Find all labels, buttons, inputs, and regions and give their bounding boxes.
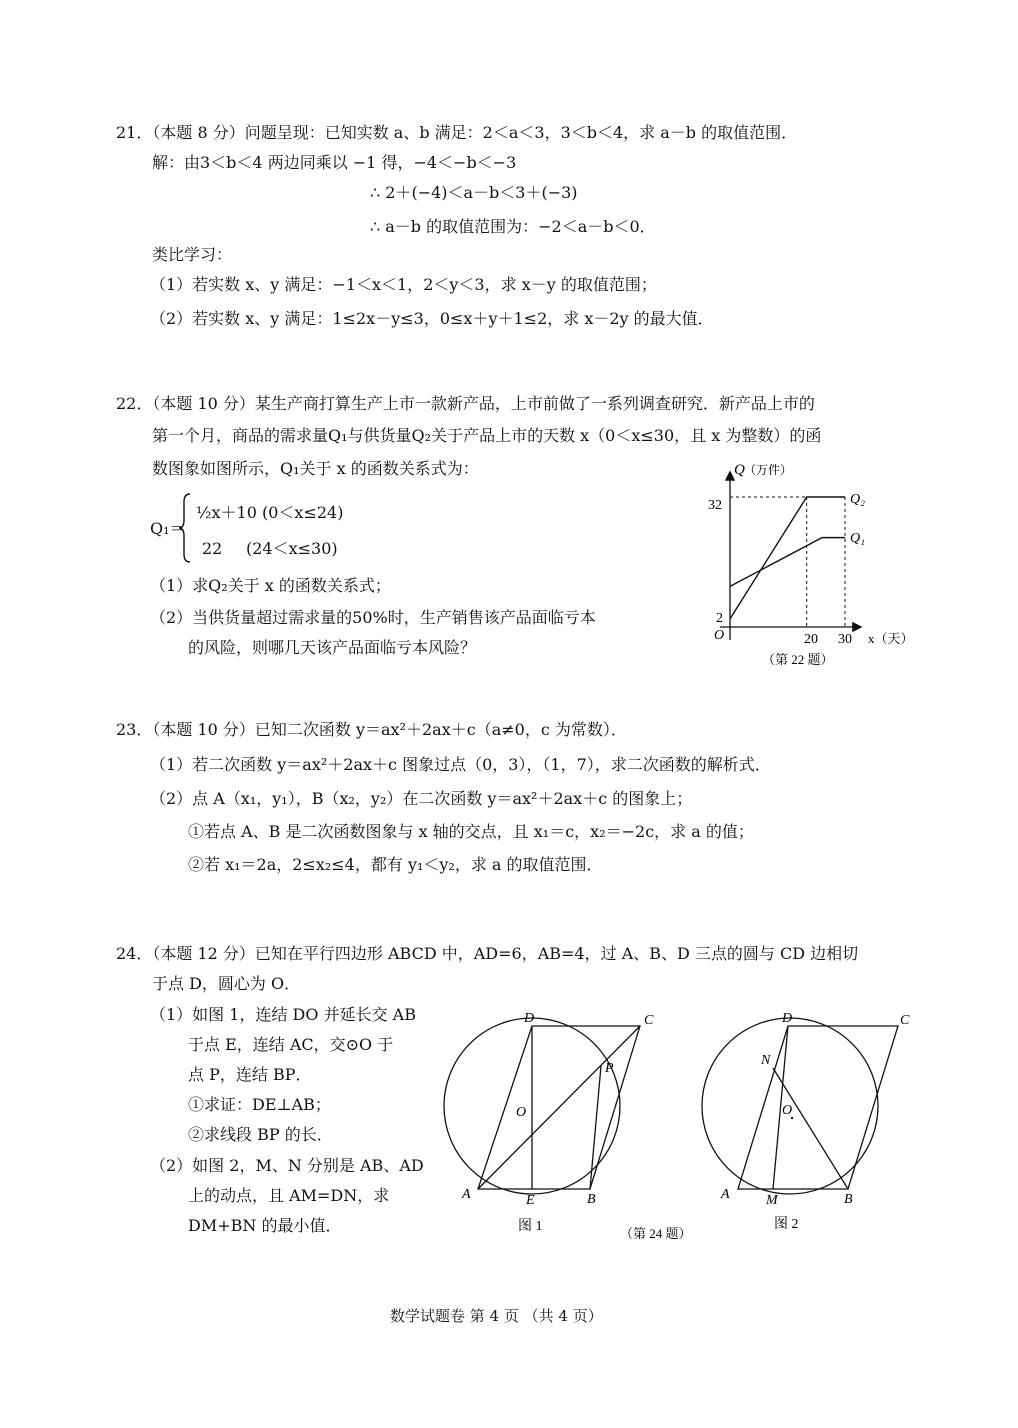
q24-part-1-ii: ②求线段 BP 的长． xyxy=(188,1125,333,1144)
q22-part-1: （1）求Q₂关于 x 的函数关系式； xyxy=(150,576,391,595)
q24-part-1-b: 于点 E，连结 AC，交⊙O 于 xyxy=(188,1035,394,1054)
q2-series-line xyxy=(730,497,845,619)
q24-part-2-a: （2）如图 2，M、N 分别是 AB、AD xyxy=(150,1156,424,1175)
q22-part-2: （2）当供货量超过需求量的50%时，生产销售该产品面临亏本 xyxy=(150,608,596,627)
fig2-label-m: M xyxy=(766,1193,778,1208)
q24-part-2-b: 上的动点，且 AM=DN，求 xyxy=(188,1186,390,1205)
q24-line-2: 于点 D，圆心为 O． xyxy=(152,974,301,993)
q23-part-2-2: ②若 x₁＝2a，2≤x₂≤4，都有 y₁＜y₂，求 a 的取值范围． xyxy=(188,855,603,874)
fig2-label-n: N xyxy=(761,1053,771,1068)
x-axis-label: x（天） xyxy=(868,631,914,646)
q21-analogy-heading: 类比学习： xyxy=(152,245,233,264)
fig1-label-d: D xyxy=(524,1011,535,1026)
q22-case-1-expr: ½x＋10 xyxy=(196,503,257,522)
q23-part-2-1: ①若点 A、B 是二次函数图象与 x 轴的交点，且 x₁＝c，x₂＝−2c，求 a 的值； xyxy=(188,822,754,841)
fig2-segment-bn xyxy=(773,1068,848,1189)
page-footer: 数学试题卷 第 4 页 （共 4 页） xyxy=(390,1307,603,1325)
origin-label: O xyxy=(714,628,725,643)
q22-case-1-cond: (0＜x≤24) xyxy=(262,503,344,522)
y-tick-32: 32 xyxy=(708,498,722,513)
q21-solution-step-2: ∴ 2＋(−4)＜a－b＜3＋(−3) xyxy=(370,183,578,202)
q24-part-1-i: ①求证：DE⊥AB； xyxy=(188,1095,331,1114)
fig1-label-b: B xyxy=(587,1192,596,1207)
q24-caption: （第 24 题） xyxy=(620,1226,692,1241)
q22-graph-caption: （第 22 题） xyxy=(762,652,834,667)
q21-title: 21．（本题 8 分）问题呈现：已知实数 a、b 满足：2＜a＜3，3＜b＜4，求 a－b 的取值范围． xyxy=(116,123,798,142)
fig2-parallelogram xyxy=(738,1026,898,1189)
q22-case-2-cond: (24＜x≤30) xyxy=(246,539,338,558)
fig2-label-b: B xyxy=(844,1192,853,1207)
q23-title: 23．（本题 10 分）已知二次函数 y＝ax²＋2ax＋c（a≠0，c 为常数）． xyxy=(116,720,627,739)
q23-part-1: （1）若二次函数 y＝ax²＋2ax＋c 图象过点（0，3），（1，7），求二次函数的解析式． xyxy=(150,755,771,774)
q21-part-1: （1）若实数 x、y 满足：−1＜x＜1，2＜y＜3，求 x－y 的取值范围； xyxy=(150,275,657,294)
figure-2 xyxy=(702,1011,910,1232)
q22-piecewise-lhs: Q₁＝ xyxy=(150,519,186,538)
x-tick-20: 20 xyxy=(804,632,818,647)
q23-part-2: （2）点 A（x₁，y₁），B（x₂，y₂）在二次函数 y＝ax²＋2ax＋c 的图象上； xyxy=(150,789,693,808)
fig1-label-c: C xyxy=(644,1013,654,1028)
q24-part-2-c: DM+BN 的最小值． xyxy=(188,1216,342,1235)
q24-part-1-a: （1）如图 1，连结 DO 并延长交 AB xyxy=(150,1005,416,1024)
fig2-label-o: O xyxy=(782,1103,793,1118)
fig1-label-o: O xyxy=(516,1105,527,1120)
x-tick-30: 30 xyxy=(838,632,852,647)
y-axis-unit: （万件） xyxy=(744,463,793,477)
q24-part-1-c: 点 P，连结 BP． xyxy=(188,1065,312,1084)
fig2-label-d: D xyxy=(782,1011,793,1026)
y-tick-2: 2 xyxy=(716,611,723,626)
fig1-caption: 图 1 xyxy=(518,1219,543,1234)
y-axis-label: Q xyxy=(734,462,745,478)
q21-solution-step-1: 解：由3＜b＜4 两边同乘以 −1 得，−4＜−b＜−3 xyxy=(152,153,517,172)
q1-series-line xyxy=(730,538,845,587)
q24-title: 24．（本题 12 分）已知在平行四边形 ABCD 中，AD=6，AB=4，过 A、B、D 三点的圆与 CD 边相切 xyxy=(116,944,859,963)
fig2-caption: 图 2 xyxy=(774,1217,799,1232)
q22-part-2-cont: 的风险，则哪几天该产品面临亏本风险？ xyxy=(188,638,477,657)
figure-1 xyxy=(444,1011,654,1234)
q22-case-2-expr: 22 xyxy=(202,539,223,558)
q21-part-2: （2）若实数 x、y 满足：1≤2x－y≤3，0≤x＋y＋1≤2，求 x－2y 的最大值． xyxy=(150,309,714,328)
q2-series-label: Q₂ xyxy=(850,492,865,507)
q1-series-label: Q₁ xyxy=(850,531,865,546)
q24-figures xyxy=(430,1000,930,1250)
q22-brace xyxy=(178,492,192,564)
fig1-label-e: E xyxy=(526,1193,535,1208)
fig1-label-a: A xyxy=(462,1187,471,1202)
fig1-label-p: P xyxy=(605,1061,614,1076)
fig1-segment-ac xyxy=(478,1026,640,1189)
q22-function-graph xyxy=(700,455,920,680)
q22-line-3: 数图象如图所示，Q₁关于 x 的函数关系式为： xyxy=(152,459,479,478)
q21-solution-step-3: ∴ a－b 的取值范围为：−2＜a－b＜0． xyxy=(370,217,656,236)
q22-line-2: 第一个月，商品的需求量Q₁与供货量Q₂关于产品上市的天数 x（0＜x≤30，且 x 为整数）的函 xyxy=(152,426,822,445)
q22-title: 22．（本题 10 分）某生产商打算生产上市一款新产品，上市前做了一系列调查研究．新产品上市的 xyxy=(116,394,815,413)
fig2-label-a: A xyxy=(721,1187,730,1202)
fig2-label-c: C xyxy=(900,1013,910,1028)
